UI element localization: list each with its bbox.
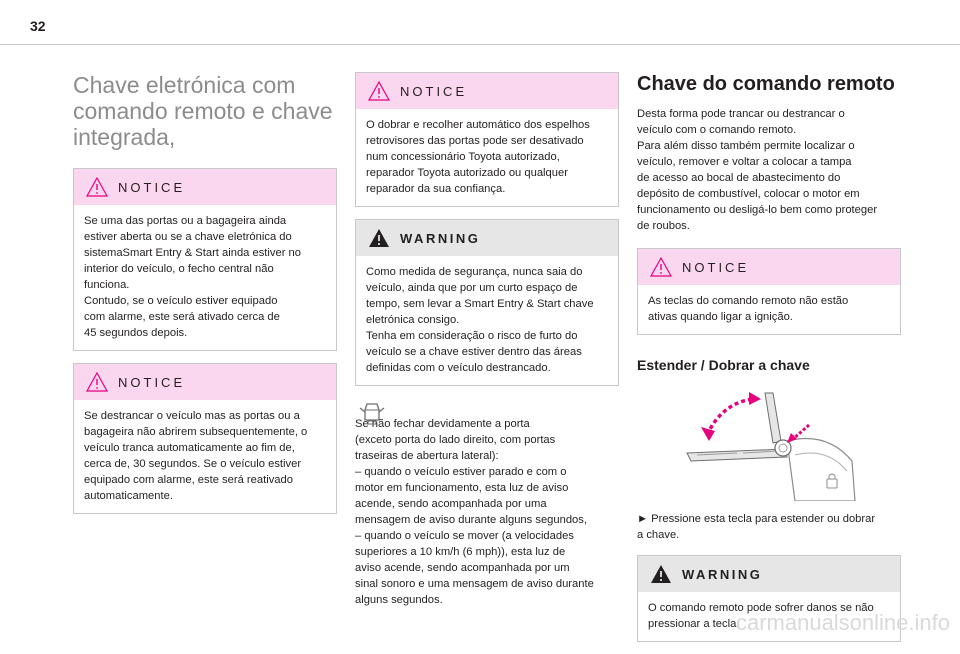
notice-label: NOTICE	[118, 374, 186, 390]
door-open-text: Se não fechar devidamente a porta (exceto porta do lado direito, com portas traseiras de abertura lateral): – quando o veículo estiver parado e com o motor em funcionamento, esta luz de aviso acende, sendo acompanhada por uma mensagem de aviso durante alguns segundos, – quando o veículo se mover (a velocidades superiores a 10 km/h (6 mph)), esta luz de aviso acende, sendo acompanhada por um sinal sonoro e uma mensagem de aviso durante alguns segundos.	[355, 418, 594, 606]
warning-label: WARNING	[682, 566, 763, 582]
notice-text: Se destrancar o veículo mas as portas ou a bagageira não abrirem subsequentemente, o veículo tranca automaticamente ao fim de, cerca de, 30 segundos. Se o veículo estiver equipado com alarme, este será reativado automaticamente.	[84, 410, 308, 502]
warning-text: O comando remoto pode sofrer danos se não pressionar a tecla.	[648, 602, 874, 630]
warning-header	[638, 556, 900, 592]
notice-box	[73, 168, 337, 351]
caution-triangle-icon	[650, 257, 672, 277]
header-divider	[0, 44, 960, 45]
fold-key-instruction: ► Pressione esta tecla para estender ou dobrar a chave.	[637, 513, 876, 541]
section-title: Chave eletrónica com comando remoto e chave integrada,	[73, 72, 333, 150]
notice-header	[74, 364, 336, 400]
notice-text: Se uma das portas ou a bagageira ainda estiver aberta ou se a chave eletrónica do sistemaSmart Entry & Start ainda estiver no interior do veículo, o fecho central não funciona. Contudo, se o veículo estiver equipado com alarme, este será ativado cerca de 45 segundos depois.	[84, 215, 301, 339]
door-open-warning-lamp-icon	[359, 400, 385, 426]
notice-header	[356, 73, 618, 109]
warning-triangle-icon	[368, 228, 390, 248]
warning-header	[356, 220, 618, 256]
caution-triangle-icon	[86, 372, 108, 392]
notice-box	[637, 248, 901, 335]
door-open-paragraph	[355, 400, 619, 608]
notice-header	[638, 249, 900, 285]
page-number: 32	[30, 18, 46, 34]
column-right	[637, 72, 901, 654]
warning-label: WARNING	[400, 230, 481, 246]
warning-triangle-icon	[650, 564, 672, 584]
warning-text: Como medida de segurança, nunca saia do veículo, ainda que por um curto espaço de tempo, sem levar a Smart Entry & Start chave eletrónica consigo. Tenha em consideração o risco de furto do veículo se a chave estiver dentro das áreas definidas com o veículo destrancado.	[366, 266, 594, 374]
column-left	[73, 72, 337, 526]
remote-key-icon	[677, 391, 877, 501]
notice-box	[355, 72, 619, 207]
notice-box	[73, 363, 337, 514]
column-middle	[355, 72, 619, 608]
caution-triangle-icon	[368, 81, 390, 101]
key-fold-illustration	[677, 391, 877, 501]
remote-key-title: Chave do comando remoto	[637, 73, 895, 95]
warning-box	[355, 219, 619, 386]
notice-text: As teclas do comando remoto não estão ativas quando ligar a ignição.	[648, 295, 849, 323]
watermark: carmanualsonline.info	[735, 610, 950, 635]
notice-label: NOTICE	[682, 259, 750, 275]
remote-key-intro: Desta forma pode trancar ou destrancar o veículo com o comando remoto. Para além disso também permite localizar o veículo, remover e voltar a colocar a tampa de acesso ao bocal de abastecimento do depósito de combustível, colocar o motor em funcionamento ou desligá-lo bem como proteger de roubos.	[637, 108, 878, 232]
notice-header	[74, 169, 336, 205]
notice-label: NOTICE	[118, 179, 186, 195]
notice-label: NOTICE	[400, 83, 468, 99]
caution-triangle-icon	[86, 177, 108, 197]
notice-text: O dobrar e recolher automático dos espelhos retrovisores das portas pode ser desativado num concessionário Toyota autorizado, reparador Toyota autorizado ou qualquer reparador da sua confiança.	[366, 119, 590, 195]
fold-key-subtitle: Estender / Dobrar a chave	[637, 357, 810, 373]
